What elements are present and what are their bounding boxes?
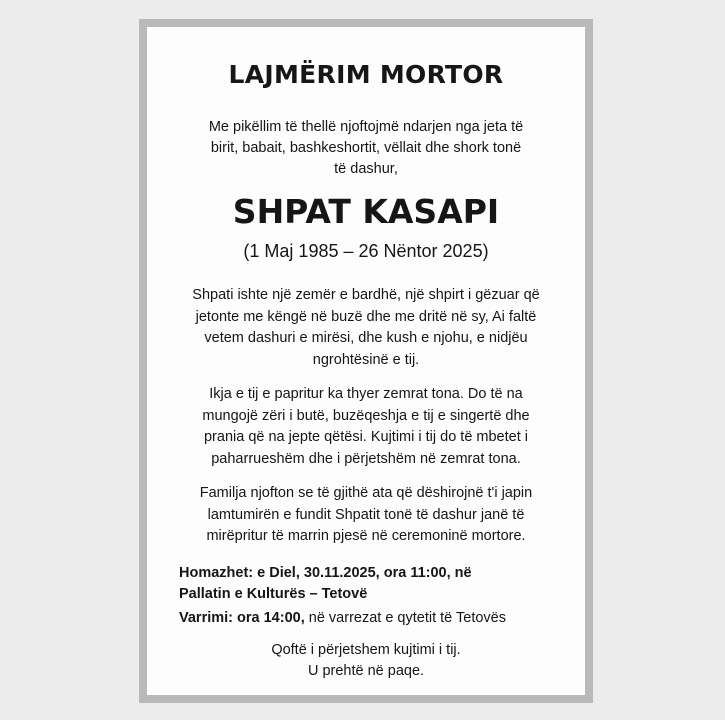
closing-line: Qoftë i përjetshem kujtimi i tij. — [271, 642, 461, 658]
paragraph-line: mirëpritur të marrin pjesë në ceremoninë mortore. — [206, 528, 526, 544]
homazhet-datetime: e Diel, 30.11.2025, ora 11:00, në — [253, 565, 472, 581]
paragraph-line: vetem dashuri e mirësi, dhe kush e njohu, e nidjëu — [204, 330, 528, 346]
life-dates: (1 Maj 1985 – 26 Nëntor 2025) — [243, 241, 489, 261]
intro-line: birit, babait, bashkeshortit, vëllait dhe shork tonë — [210, 140, 522, 156]
paragraph-line: lamtumirën e fundit Shpatit tonë të dashur janë të — [207, 506, 525, 523]
tribute-paragraph — [165, 285, 567, 371]
paragraph-line: prania që na jepte qëtësi. Kujtimi i tij do të mbetet i — [203, 429, 528, 445]
homazhet-location — [179, 584, 569, 605]
closing-line: U prehtë në paqe. — [307, 663, 425, 679]
varrimi-label: Varrimi: — [179, 610, 233, 626]
death-notice-card — [147, 27, 585, 695]
varrimi-time: ora 14:00, — [233, 610, 305, 626]
paragraph-line: ngrohtësinë e tij. — [312, 351, 420, 368]
paragraph-line: Shpati ishte një zemër e bardhë, një shpirt i gëzuar që — [192, 287, 540, 303]
intro-text — [167, 117, 565, 180]
paragraph-line: jetonte me këngë në buzë dhe me dritë në sy, Ai faltë — [195, 308, 537, 325]
intro-line: Me pikëllim të thellë njoftojmë ndarjen nga jeta të — [208, 119, 524, 135]
homazhet-info — [179, 563, 569, 605]
intro-line: të dashur, — [334, 161, 398, 177]
paragraph-line: paharrueshëm dhe i përjetshëm në zemrat tona. — [211, 450, 521, 467]
varrimi-info — [179, 608, 569, 629]
homazhet-label: Homazhet: — [179, 565, 254, 581]
varrimi-line — [179, 608, 569, 629]
paragraph-line: Ikja e tij e papritur ka thyer zemrat tona. Do të na — [209, 386, 523, 402]
varrimi-place: në varrezat e qytetit të Tetovës — [304, 610, 506, 626]
paragraph-line: mungojë zëri i butë, buzëqeshja e tij e singertë dhe — [202, 407, 530, 424]
invitation-paragraph — [165, 483, 567, 548]
homazhet-line — [179, 563, 569, 584]
deceased-name: SHPAT KASAPI — [232, 192, 500, 231]
loss-paragraph — [165, 384, 567, 470]
homazhet-venue: Pallatin e Kulturës – Tetovë — [179, 586, 368, 602]
closing-text — [147, 640, 585, 682]
notice-title: LAJMËRIM MORTOR — [228, 60, 504, 89]
paragraph-line: Familja njofton se të gjithë ata që dëshirojnë t'i japin — [199, 485, 533, 501]
